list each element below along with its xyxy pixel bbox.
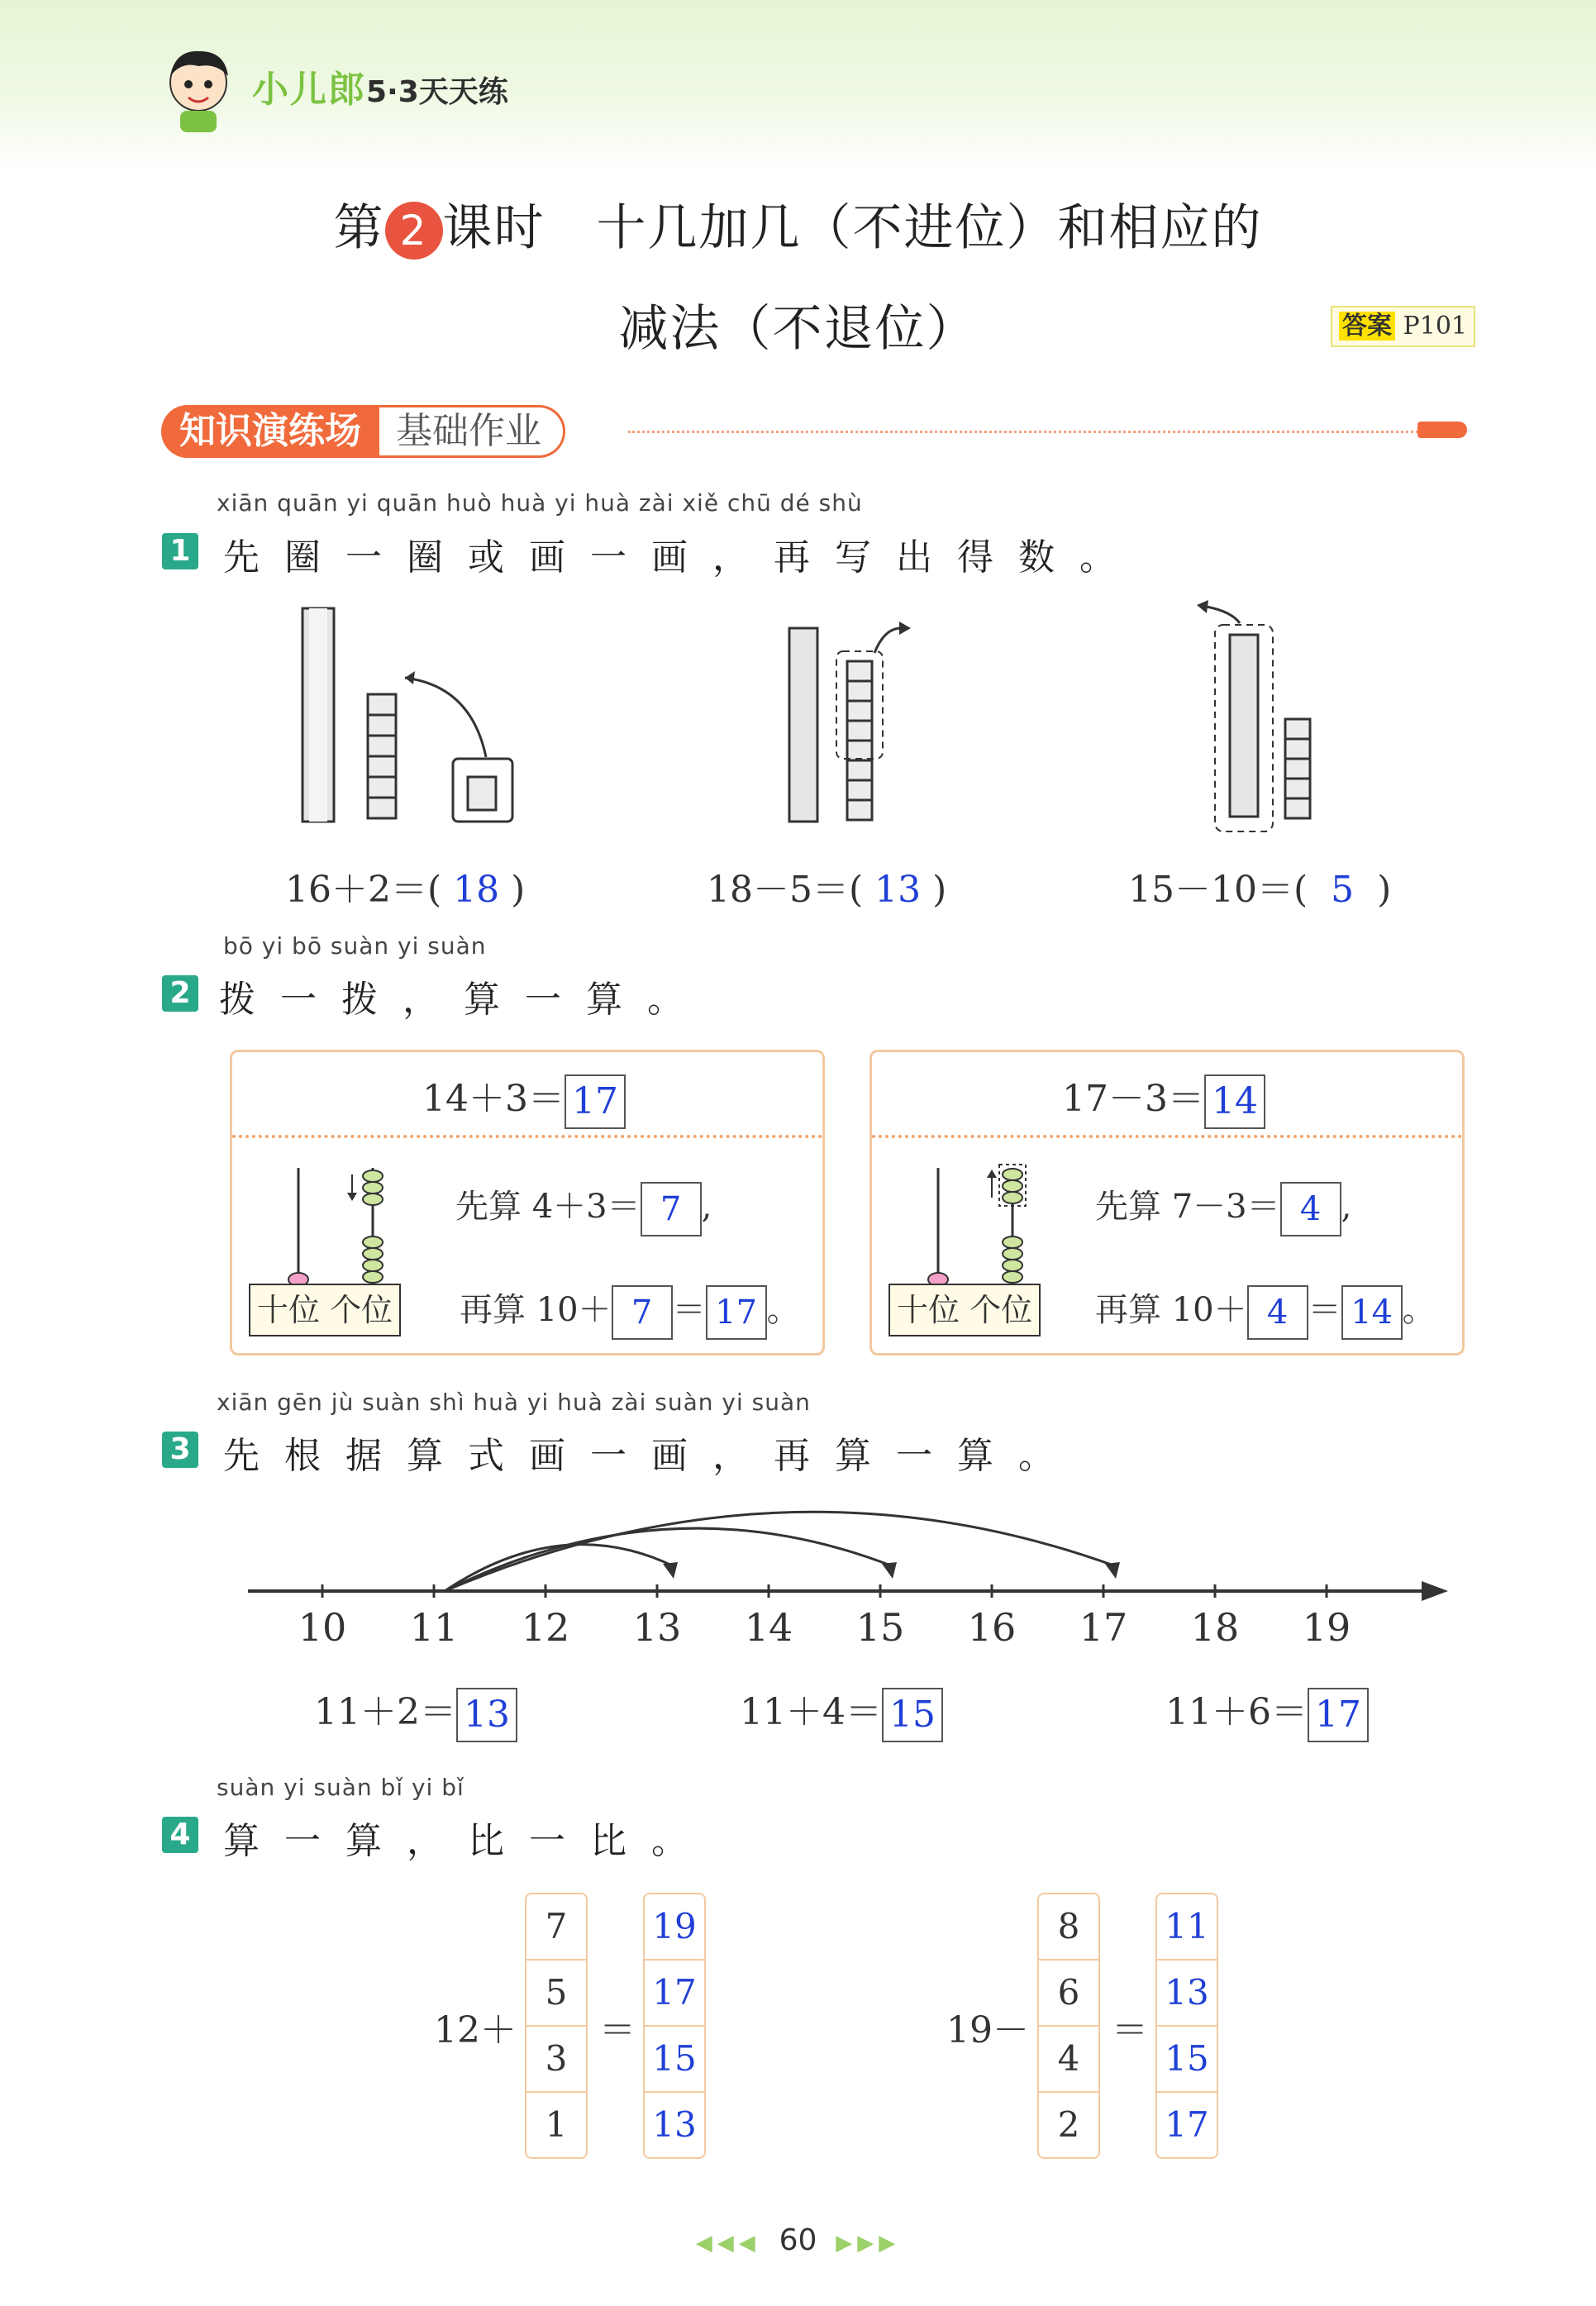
numberline-label: 19 bbox=[1302, 1605, 1351, 1650]
section-sub-label: 基础作业 bbox=[379, 405, 565, 458]
q4-instruction: 算一算，比一比。 bbox=[223, 1820, 712, 1862]
q3-eq-2: 11＋4＝ 15 bbox=[740, 1682, 943, 1742]
q2-card2-place-label: 十位 个位 bbox=[889, 1284, 1041, 1336]
q2-number: 2 bbox=[162, 975, 198, 1012]
q3-number: 3 bbox=[162, 1432, 198, 1468]
numberline-label: 11 bbox=[409, 1605, 459, 1650]
q1-unit-cubes-1 bbox=[368, 694, 396, 818]
numberline-label: 14 bbox=[744, 1605, 793, 1650]
q2-card2-top-eq: 17－3＝ 14 bbox=[1062, 1069, 1265, 1129]
q1-blocks-figure bbox=[273, 595, 1430, 835]
q4-left-results: 19 17 15 13 bbox=[643, 1893, 706, 2159]
q2-card1-top-eq: 14＋3＝ 17 bbox=[422, 1069, 626, 1129]
q2-card2-step2: 再算 10＋ 4 ＝ 14 。 bbox=[1095, 1284, 1436, 1340]
q3-eq-1: 11＋2＝ 13 bbox=[314, 1682, 517, 1742]
q1-unit-cubes-3 bbox=[1285, 719, 1310, 818]
q1-instruction: 先圈一圈或画一画，再写出得数。 bbox=[223, 536, 1141, 579]
q1-ten-rod-3 bbox=[1230, 635, 1258, 817]
q1-unit-cubes-2 bbox=[847, 661, 872, 820]
numberline-label: 18 bbox=[1190, 1605, 1240, 1650]
q4-left-prefix: 12＋ bbox=[434, 2009, 517, 2051]
q4-right-results: 11 13 15 17 bbox=[1155, 1893, 1218, 2159]
q4-number: 4 bbox=[162, 1817, 198, 1853]
q1-ten-rod-1 bbox=[303, 608, 334, 822]
q4-left-operands: 7 5 3 1 bbox=[525, 1893, 588, 2159]
q1-eq-1: 16＋2＝( 18 ) bbox=[285, 869, 526, 911]
q1-ten-rod-2 bbox=[789, 628, 817, 822]
lesson-title-line2: 减法（不退位） bbox=[618, 300, 978, 358]
q2-card2-abacus bbox=[889, 1160, 1054, 1300]
q4-right-prefix: 19－ bbox=[946, 2009, 1029, 2051]
q4-right-operands: 8 6 4 2 bbox=[1037, 1893, 1100, 2159]
q2-card1-place-label: 十位 个位 bbox=[249, 1284, 401, 1336]
numberline-label: 17 bbox=[1079, 1605, 1128, 1650]
section-divider bbox=[628, 431, 1442, 433]
numberline-label: 12 bbox=[521, 1605, 570, 1650]
q3-pinyin: xiān gēn jù suàn shì huà yi huà zài suàn yi suàn bbox=[217, 1389, 811, 1416]
q1-arrow-1 bbox=[405, 678, 486, 757]
pencil-icon bbox=[1417, 422, 1467, 438]
q4-left-eq: ＝ bbox=[599, 2009, 636, 2051]
numberline-label: 10 bbox=[298, 1605, 347, 1650]
q2-pinyin: bō yi bō suàn yi suàn bbox=[223, 932, 487, 960]
page-number: ◀◀◀ 60 ▶▶▶ bbox=[695, 2223, 901, 2257]
lesson-number-badge: 2 bbox=[385, 202, 443, 260]
q2-card-1 bbox=[230, 1050, 825, 1355]
numberline-label: 16 bbox=[967, 1605, 1017, 1650]
numberline-label: 13 bbox=[632, 1605, 682, 1650]
q3-instruction: 先根据算式画一画，再算一算。 bbox=[223, 1435, 1079, 1477]
brand-logo: 小儿郎5·3天天练 bbox=[252, 69, 508, 111]
q1-eq-2: 18－5＝( 13 ) bbox=[707, 869, 947, 911]
section-main-label: 知识演练场 bbox=[161, 405, 379, 458]
q2-card-2 bbox=[869, 1050, 1465, 1355]
q1-number: 1 bbox=[162, 533, 198, 569]
q3-number-line bbox=[240, 1496, 1455, 1661]
q2-card2-step1: 先算 7－3＝ 4 , bbox=[1095, 1180, 1351, 1236]
answer-reference: 答案 P101 bbox=[1331, 306, 1475, 347]
q2-card1-step2: 再算 10＋ 7 ＝ 17 。 bbox=[460, 1284, 800, 1340]
q2-card1-step1: 先算 4＋3＝ 7 , bbox=[455, 1180, 712, 1236]
q4-right-eq: ＝ bbox=[1112, 2009, 1148, 2051]
lesson-title-line1: 第 2 课时 十几加几（不进位）和相应的 bbox=[0, 188, 1596, 260]
q2-card1-abacus bbox=[249, 1160, 414, 1300]
q1-pinyin: xiān quān yi quān huò huà yi huà zài xiě chū dé shù bbox=[217, 489, 863, 517]
section-header bbox=[161, 405, 565, 458]
q2-instruction: 拨一拨，算一算。 bbox=[219, 979, 708, 1021]
mascot-icon bbox=[157, 43, 240, 134]
q1-eq-3: 15－10＝( 5 ) bbox=[1128, 869, 1392, 911]
q4-pinyin: suàn yi suàn bǐ yi bǐ bbox=[217, 1774, 465, 1801]
numberline-label: 15 bbox=[855, 1605, 905, 1650]
q3-eq-3: 11＋6＝ 17 bbox=[1165, 1682, 1369, 1742]
